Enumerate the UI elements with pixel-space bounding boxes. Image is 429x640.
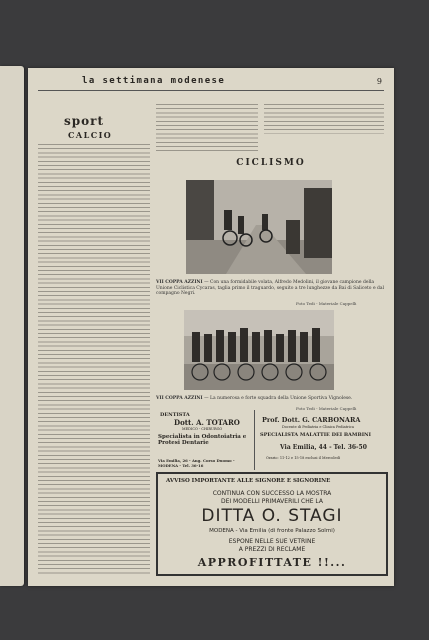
header-title: la settimana modenese: [82, 76, 226, 86]
article-text-lines: [156, 104, 258, 152]
page-header: [38, 76, 384, 91]
photo-team: [184, 310, 334, 390]
pediatrician-role: Docente di Pediatria e Clinica Pediatrica: [282, 425, 354, 429]
team-image: [184, 310, 334, 390]
race-finish-image: [186, 180, 332, 274]
photo1-caption: [156, 280, 386, 297]
photo2-caption-label: VII COPPA AZZINI: [156, 396, 203, 401]
article-continuation-2: [264, 104, 384, 134]
photo-race-finish: [186, 180, 332, 274]
previous-page-edge: [0, 66, 24, 586]
stagi-address: MODENA - Via Emilia (di fronte Palazzo Solmi): [209, 528, 335, 534]
stagi-line2: DEI MODELLI PRIMAVERILI CHE LA: [220, 498, 324, 505]
page-number: 9: [376, 77, 382, 86]
magazine-page: [28, 68, 394, 586]
pediatrician-hours: Orario: 11-12 e 15-18 esclusi il Mercoledì: [266, 456, 340, 460]
pediatrician-address: Via Emilia, 44 - Tel. 36-50: [280, 444, 367, 451]
ciclismo-section: [156, 158, 386, 411]
stagi-line3: ESPONE NELLE SUE VETRINE: [228, 538, 316, 545]
dentist-ad: [156, 410, 255, 470]
photo2-credit: Foto Tedi - Materiale Cappelli: [296, 406, 357, 411]
dentist-title: DENTISTA: [160, 412, 190, 418]
calcio-subheading: CALCIO: [68, 130, 113, 140]
stagi-ad: [156, 472, 388, 576]
stagi-company: DITTA O. STAGI: [201, 506, 343, 526]
photo1-caption-label: VII COPPA AZZINI: [156, 280, 203, 285]
stagi-line4: A PREZZI DI RECLAME: [238, 546, 306, 553]
article-text-lines: [38, 144, 150, 576]
stagi-slogan: APPROFITTATE !!...: [197, 556, 347, 569]
pediatrician-specialty: SPECIALISTA MALATTIE DEI BAMBINI: [260, 432, 371, 438]
photo1-caption-text: — Con una formidabile volata, Alfredo Medolini, il giovane campione della Unione Ciclistica Cycaras, taglia primo il traguardo, seguito a tre lunghezze da Bai di Saliceto e dal compagno Negri.: [156, 280, 385, 296]
ciclismo-heading: CICLISMO: [236, 158, 306, 168]
sport-heading: sport: [64, 114, 105, 128]
article-continuation-1: [156, 104, 258, 152]
dentist-role: MEDICO - CHIRURGO: [182, 427, 223, 431]
calcio-article-column: [38, 144, 150, 576]
dentist-address: Via Emilia, 26 - Ang. Corso Duomo - MODENA - Tel. 36-16: [158, 458, 235, 468]
photo2-caption-text: — La numerosa e forte squadra della Unione Sportiva Vignolese.: [204, 396, 353, 401]
pediatrician-name: Prof. Dott. G. CARBONARA: [262, 416, 361, 424]
photo1-credit: Foto Tedi - Materiale Cappelli: [296, 301, 357, 306]
article-text-lines: [264, 104, 384, 134]
stagi-notice: AVVISO IMPORTANTE ALLE SIGNORE E SIGNORINE: [166, 478, 331, 484]
stagi-line1: CONTINUA CON SUCCESSO LA MOSTRA: [212, 490, 332, 497]
pediatrician-ad: [258, 410, 386, 470]
dentist-name: Dott. A. TOTARO: [174, 418, 240, 427]
photo2-caption: [156, 396, 386, 402]
dentist-specialty: Specialista in Odontoiatria e Protesi Dentarie: [158, 434, 247, 446]
